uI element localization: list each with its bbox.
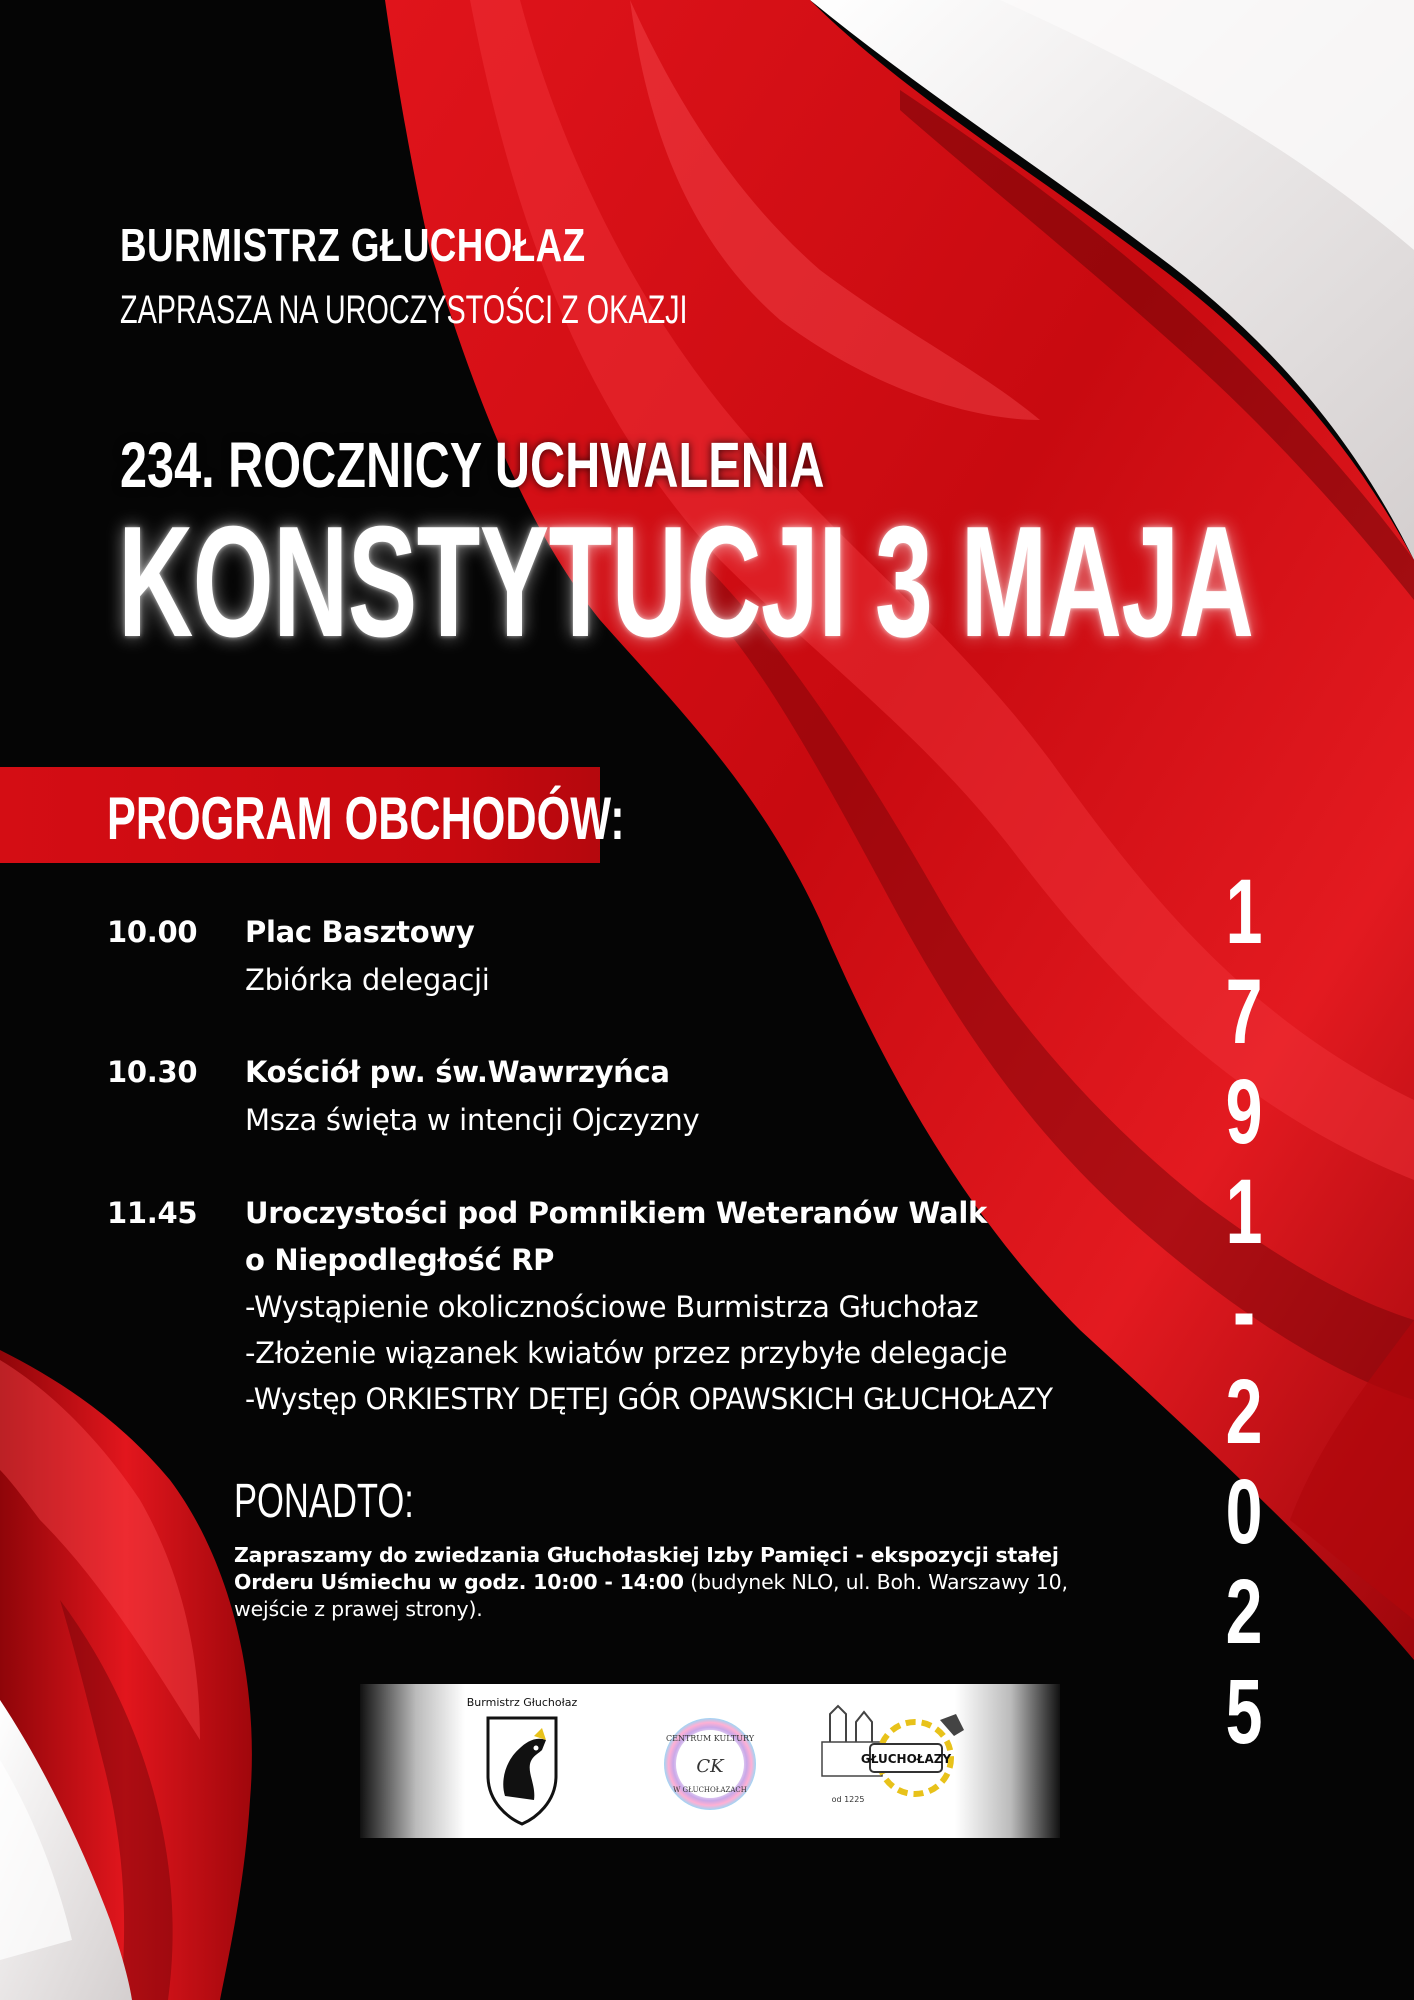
program-place: Kościół pw. św.Wawrzyńca [245,1055,670,1089]
year-digit: 2 [1225,1561,1263,1663]
year-digit: 1 [1225,861,1263,963]
program-place: o Niepodległość RP [245,1243,555,1277]
extra-text [234,1542,1114,1623]
year-digit: 9 [1225,1061,1263,1163]
burmistrz-logo-label: Burmistrz Głuchołaz [466,1696,578,1709]
program-time: 11.45 [107,1196,198,1230]
organizer-title: BURMISTRZ GŁUCHOŁAZ [120,219,586,271]
year-digit: - [1232,1261,1256,1363]
program-desc: Zbiórka delegacji [245,963,490,997]
program-time: 10.30 [107,1055,198,1089]
extra-heading: PONADTO: [234,1475,414,1528]
program-time: 10.00 [107,915,198,949]
year-digit: 0 [1225,1461,1263,1563]
town-since-label: od 1225 [831,1795,865,1804]
program-desc: Msza święta w intencji Ojczyzny [245,1103,700,1137]
program-desc: -Wystąpienie okolicznościowe Burmistrza Głuchołaz [245,1290,979,1324]
ck-bottom-label: W GŁUCHOŁAZACH [673,1786,747,1794]
ck-top-label: CENTRUM KULTURY [665,1734,755,1743]
year-digit: 7 [1225,961,1263,1063]
logos-strip [360,1684,1060,1838]
year-digit: 5 [1225,1661,1263,1763]
program-place: Plac Basztowy [245,915,475,949]
extra-normal-text: (budynek NLO, ul. Boh. Warszawy 10, wejście z prawej strony). [234,1570,1068,1621]
year-digit: 1 [1225,1161,1263,1263]
town-logo-label: GŁUCHOŁAZY [860,1752,952,1766]
invite-subtitle: ZAPRASZA NA UROCZYSTOŚCI Z OKAZJI [120,288,688,332]
program-place: Uroczystości pod Pomnikiem Weteranów Walk [245,1196,987,1230]
program-desc: -Złożenie wiązanek kwiatów przez przybyłe delegacje [245,1336,1008,1370]
main-title: KONSTYTUCJI 3 MAJA [118,494,1254,670]
centrum-kultury-logo [664,1718,756,1810]
ck-monogram: CK [696,1756,724,1777]
program-heading: PROGRAM OBCHODÓW: [107,785,625,852]
program-desc: -Występ ORKIESTRY DĘTEJ GÓR OPAWSKICH GŁUCHOŁAZY [245,1382,1053,1416]
year-digit: 2 [1225,1361,1263,1463]
anniversary-line: 234. ROCZNICY UCHWALENIA [120,429,825,501]
extra-bold-text: Zapraszamy do zwiedzania Głuchołaskiej Izby Pamięci - ekspozycji stałej Orderu Uśmiechu w godz. 10:00 - 14:00 [234,1543,1059,1594]
